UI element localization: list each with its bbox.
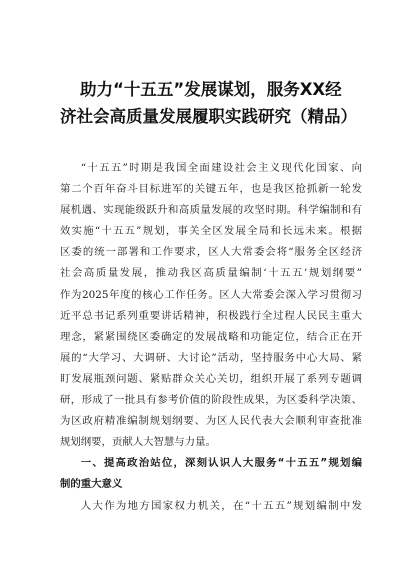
paragraph-line: 近平总书记系列重要讲话精神，积极践行全过程人民民主重大 xyxy=(60,309,362,322)
paragraph-line: 社会高质量发展，推动我区高质量编制‘十五五’规划纲要” xyxy=(60,267,362,280)
paragraph-line: 效实施“十五五”规划，事关全区发展全局和长远未来。根据 xyxy=(60,225,362,238)
heading-line: 制的重大意义 xyxy=(60,478,123,491)
paragraph-line: 为区政府精准编制规划纲要、为区人民代表大会顺利审查批准 xyxy=(60,415,362,428)
paragraph-line: 区委的统一部署和工作要求，区人大常委会将“服务全区经济 xyxy=(60,246,362,259)
paragraph-line: 规划纲要，贡献人大智慧与力量。 xyxy=(60,436,216,449)
section-paragraph xyxy=(60,496,362,517)
paragraph-line: 盯发展瓶颈问题、紧贴群众关心关切，组织开展了系列专题调 xyxy=(60,372,362,385)
paragraph-line: 展的“大学习、大调研、大讨论”活动，坚持服务中心大局、紧 xyxy=(60,351,362,364)
section-heading xyxy=(60,453,362,495)
document-title xyxy=(60,0,362,130)
intro-paragraph xyxy=(60,158,362,453)
title-line: 助力“十五五”发展谋划，服务XX经 xyxy=(80,80,342,99)
document-body xyxy=(60,158,362,517)
paragraph-line: 理念，紧紧围绕区委确定的发展战略和功能定位，结合正在开 xyxy=(60,330,362,343)
paragraph-line: 展机遇、实现能级跃升和高质量发展的攻坚时期。科学编制和有 xyxy=(60,204,362,217)
heading-line: 一、提高政治站位，深刻认识人大服务“十五五”规划编 xyxy=(80,457,362,470)
paragraph-line: 人大作为地方国家权力机关，在“十五五”规划编制中发 xyxy=(80,499,362,512)
title-line: 济社会高质量发展履职实践研究（精品） xyxy=(60,107,357,126)
paragraph-line: 第二个百年奋斗目标进军的关键五年，也是我区抢抓新一轮发 xyxy=(60,183,362,196)
paragraph-line: 研，形成了一批具有参考价值的阶段性成果，为区委科学决策、 xyxy=(60,394,362,407)
paragraph-line: “十五五”时期是我国全面建设社会主义现代化国家、向 xyxy=(80,162,362,174)
paragraph-line: 作为2025年度的核心工作任务。区人大常委会深入学习贯彻习 xyxy=(60,288,362,301)
